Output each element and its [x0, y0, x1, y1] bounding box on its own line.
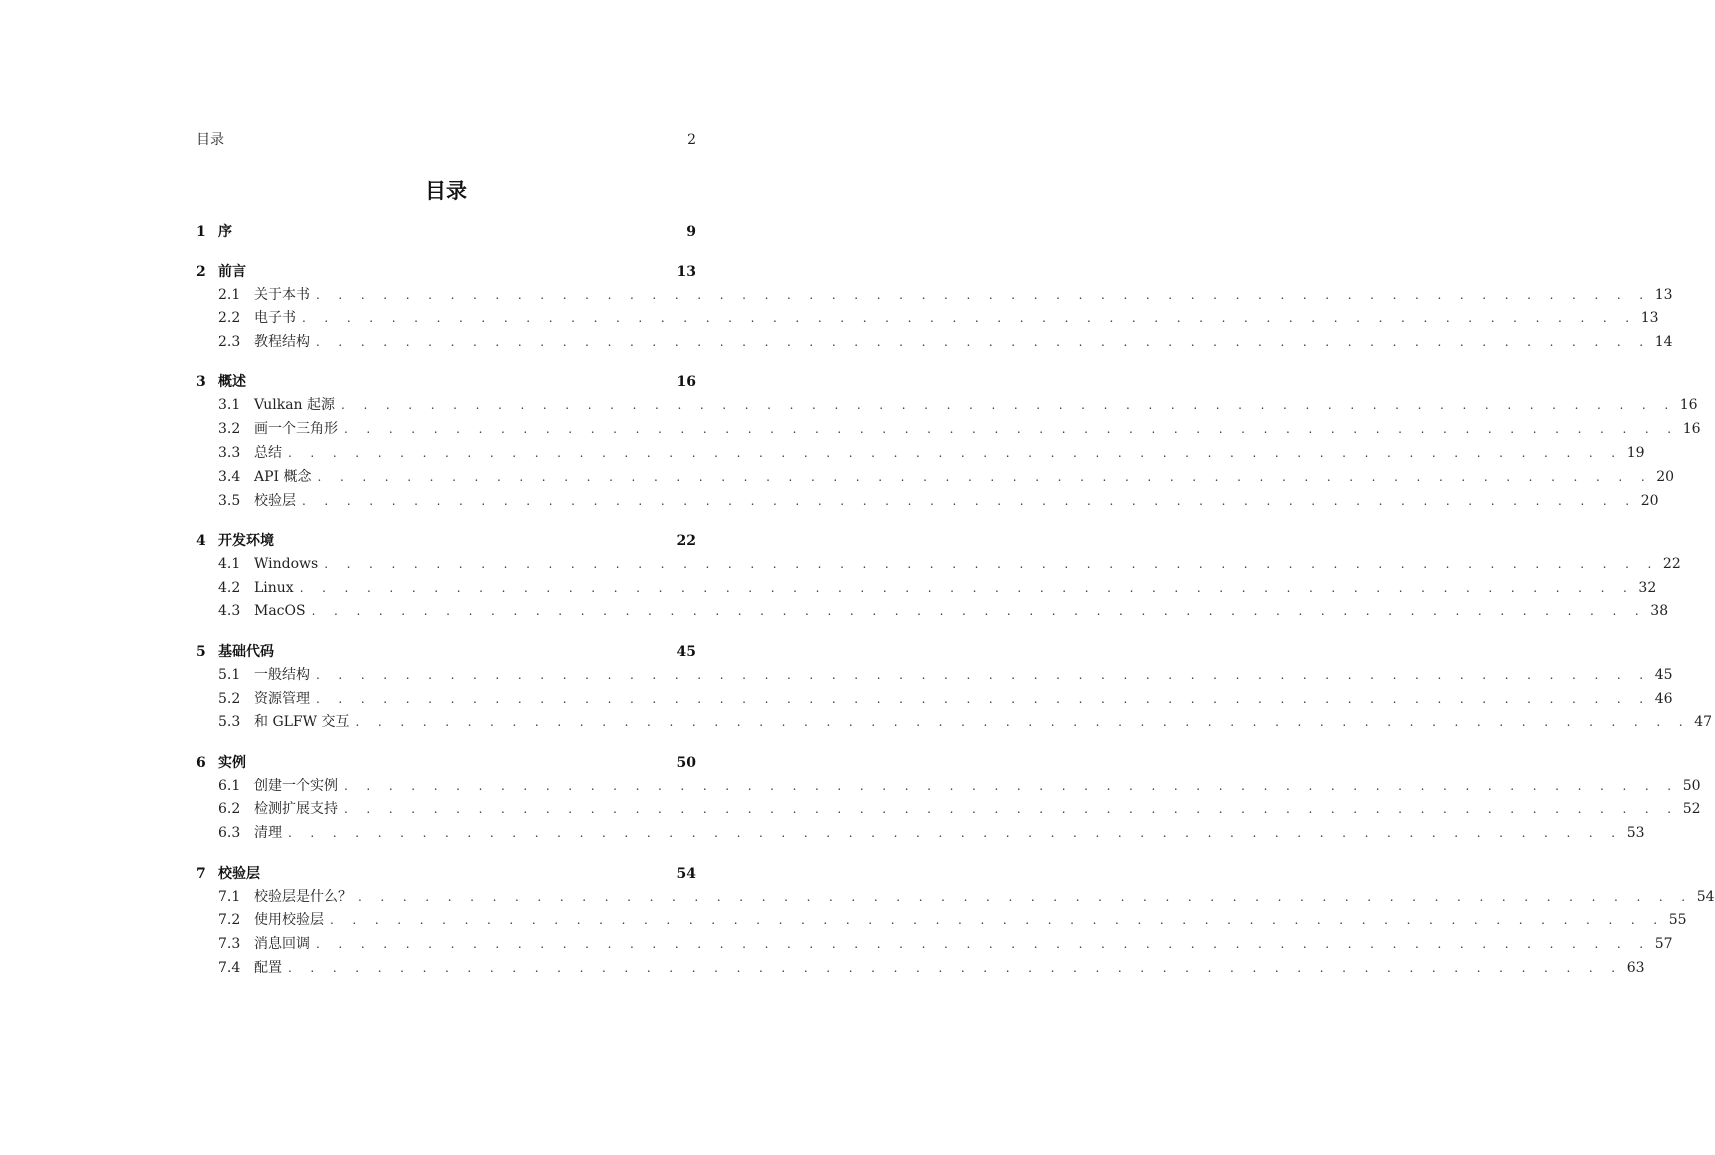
chapter-page-number: 22	[676, 532, 696, 549]
chapter-title: 开发环境	[218, 532, 274, 549]
section-title: 一般结构	[254, 666, 310, 683]
section-number: 6.2	[218, 801, 241, 818]
running-head-title: 目录	[196, 132, 224, 148]
section-title: MacOS	[254, 603, 306, 620]
section-number: 3.4	[218, 468, 241, 485]
chapter-title: 实例	[218, 754, 246, 771]
section-page-number: 32	[1638, 579, 1657, 596]
section-page-number: 50	[1682, 777, 1701, 794]
toc-chapter	[196, 640, 1713, 735]
toc-chapter	[196, 220, 696, 244]
section-number: 4.1	[218, 555, 241, 572]
section-title: Vulkan 起源	[254, 397, 336, 414]
toc-section-entry[interactable]	[196, 886, 1715, 910]
section-number: 4.3	[218, 603, 241, 620]
dot-leader: . . . . . . . . . . . . . . . . . . . . . . . . . . . . . . . . . . . . . . . . . . . . . . . . . . . . . . . . . . . .	[317, 469, 1653, 484]
toc-chapter-entry[interactable]	[196, 260, 696, 284]
chapter-title: 序	[218, 224, 232, 240]
section-number: 7.3	[218, 936, 241, 953]
dot-leader: . . . . . . . . . . . . . . . . . . . . . . . . . . . . . . . . . . . . . . . . . . . . . . . . . . . . . . . . . . . .	[316, 937, 1651, 952]
toc-section-entry[interactable]	[196, 490, 1659, 514]
section-number: 3.5	[218, 492, 241, 509]
running-head-page-number: 2	[687, 132, 696, 148]
dot-leader: . . . . . . . . . . . . . . . . . . . . . . . . . . . . . . . . . . . . . . . . . . . . . . . . . . . . . . . . . . . .	[316, 287, 1651, 302]
section-title: 总结	[254, 444, 282, 461]
chapter-title: 概述	[218, 374, 246, 391]
chapter-page-number: 45	[676, 643, 696, 660]
chapter-page-number: 9	[686, 224, 696, 240]
section-number: 2.3	[218, 334, 241, 351]
section-title: 画一个三角形	[254, 421, 338, 438]
chapter-page-number: 16	[676, 374, 696, 391]
dot-leader: . . . . . . . . . . . . . . . . . . . . . . . . . . . . . . . . . . . . . . . . . . . . . . . . . . . . . . . . . . . .	[316, 667, 1651, 682]
chapter-number: 7	[196, 865, 206, 882]
section-title: 检测扩展支持	[254, 801, 338, 818]
section-page-number: 47	[1694, 714, 1713, 731]
toc-section-entry[interactable]	[196, 442, 1645, 466]
section-page-number: 14	[1654, 334, 1673, 351]
section-number: 5.2	[218, 690, 241, 707]
dot-leader: . . . . . . . . . . . . . . . . . . . . . . . . . . . . . . . . . . . . . . . . . . . . . . . . . . . . . . . . . . . .	[355, 715, 1691, 730]
toc-chapter-entry[interactable]	[196, 862, 696, 886]
chapter-number: 1	[196, 224, 206, 240]
toc-chapter-entry[interactable]	[196, 370, 696, 394]
section-page-number: 63	[1626, 959, 1645, 976]
section-number: 3.3	[218, 444, 241, 461]
dot-leader: . . . . . . . . . . . . . . . . . . . . . . . . . . . . . . . . . . . . . . . . . . . . . . . . . . . . . . . . . . . .	[358, 889, 1693, 904]
section-page-number: 20	[1656, 468, 1675, 485]
toc-chapter	[196, 751, 1701, 846]
section-title: 消息回调	[254, 936, 310, 953]
section-title: 校验层	[254, 492, 296, 509]
section-title: 配置	[254, 959, 282, 976]
toc-section-entry[interactable]	[196, 394, 1698, 418]
dot-leader: . . . . . . . . . . . . . . . . . . . . . . . . . . . . . . . . . . . . . . . . . . . . . . . . . . . . . . . . . . . .	[316, 335, 1651, 350]
toc-chapter-entry[interactable]	[196, 529, 696, 553]
chapter-number: 4	[196, 532, 206, 549]
dot-leader: . . . . . . . . . . . . . . . . . . . . . . . . . . . . . . . . . . . . . . . . . . . . . . . . . . . . . . . . . . . .	[341, 398, 1676, 413]
section-page-number: 57	[1654, 936, 1673, 953]
section-number: 6.3	[218, 825, 241, 842]
toc-chapter	[196, 260, 1673, 355]
section-page-number: 45	[1654, 666, 1673, 683]
section-title: 清理	[254, 825, 282, 842]
chapter-number: 6	[196, 754, 206, 771]
dot-leader: . . . . . . . . . . . . . . . . . . . . . . . . . . . . . . . . . . . . . . . . . . . . . . . . . . . . . . . . . . . .	[344, 802, 1679, 817]
toc-chapter	[196, 370, 1701, 513]
section-page-number: 54	[1696, 888, 1715, 905]
chapter-page-number: 13	[676, 263, 696, 280]
chapter-title: 基础代码	[218, 643, 274, 660]
toc-section-entry[interactable]	[196, 957, 1645, 981]
toc-section-entry[interactable]	[196, 688, 1673, 712]
toc-chapter	[196, 862, 1715, 981]
toc-section-entry[interactable]	[196, 933, 1673, 957]
section-page-number: 52	[1682, 801, 1701, 818]
chapter-title: 前言	[218, 263, 246, 280]
toc-section-entry[interactable]	[196, 466, 1675, 490]
section-title: 教程结构	[254, 334, 310, 351]
section-title: 电子书	[254, 310, 296, 327]
section-number: 5.3	[218, 714, 241, 731]
running-head	[196, 130, 696, 150]
section-number: 6.1	[218, 777, 241, 794]
section-number: 5.1	[218, 666, 241, 683]
section-page-number: 53	[1626, 825, 1645, 842]
dot-leader: . . . . . . . . . . . . . . . . . . . . . . . . . . . . . . . . . . . . . . . . . . . . . . . . . . . . . . . . . . . .	[288, 445, 1623, 460]
dot-leader: . . . . . . . . . . . . . . . . . . . . . . . . . . . . . . . . . . . . . . . . . . . . . . . . . . . . . . . . . . . .	[330, 913, 1665, 928]
section-page-number: 38	[1650, 603, 1669, 620]
dot-leader: . . . . . . . . . . . . . . . . . . . . . . . . . . . . . . . . . . . . . . . . . . . . . . . . . . . . . . . . . . . .	[344, 422, 1679, 437]
chapter-number: 5	[196, 643, 206, 660]
dot-leader: . . . . . . . . . . . . . . . . . . . . . . . . . . . . . . . . . . . . . . . . . . . . . . . . . . . . . . . . . . . .	[344, 778, 1679, 793]
toc-section-entry[interactable]	[196, 331, 1673, 355]
section-title: API 概念	[254, 468, 312, 485]
toc-section-entry[interactable]	[196, 284, 1673, 308]
section-title: 使用校验层	[254, 912, 324, 929]
toc-section-entry[interactable]	[196, 775, 1701, 799]
section-page-number: 16	[1682, 421, 1701, 438]
section-title: 校验层是什么？	[254, 888, 352, 905]
section-number: 3.2	[218, 421, 241, 438]
section-page-number: 13	[1654, 286, 1673, 303]
toc-section-entry[interactable]	[196, 798, 1701, 822]
section-number: 7.2	[218, 912, 241, 929]
dot-leader: . . . . . . . . . . . . . . . . . . . . . . . . . . . . . . . . . . . . . . . . . . . . . . . . . . . . . . . . . . . .	[302, 493, 1637, 508]
document-page	[196, 0, 1715, 1155]
section-page-number: 22	[1662, 555, 1681, 572]
dot-leader: . . . . . . . . . . . . . . . . . . . . . . . . . . . . . . . . . . . . . . . . . . . . . . . . . . . . . . . . . . . .	[302, 311, 1637, 326]
toc-section-entry[interactable]	[196, 307, 1659, 331]
dot-leader: . . . . . . . . . . . . . . . . . . . . . . . . . . . . . . . . . . . . . . . . . . . . . . . . . . . . . . . . . . . .	[311, 604, 1647, 619]
toc-chapter-entry[interactable]	[196, 751, 696, 775]
section-page-number: 19	[1626, 444, 1645, 461]
section-title: 和 GLFW 交互	[254, 714, 350, 731]
chapter-number: 3	[196, 374, 206, 391]
section-title: 资源管理	[254, 690, 310, 707]
toc-chapter-entry[interactable]	[196, 640, 696, 664]
toc-section-entry[interactable]	[196, 418, 1701, 442]
section-number: 7.4	[218, 959, 241, 976]
chapter-page-number: 50	[676, 754, 696, 771]
chapter-page-number: 54	[676, 865, 696, 882]
dot-leader: . . . . . . . . . . . . . . . . . . . . . . . . . . . . . . . . . . . . . . . . . . . . . . . . . . . . . . . . . . . .	[316, 691, 1651, 706]
toc-section-entry[interactable]	[196, 553, 1681, 577]
toc-section-entry[interactable]	[196, 600, 1669, 624]
chapter-title: 校验层	[218, 865, 260, 882]
section-title: Windows	[254, 555, 319, 572]
section-number: 4.2	[218, 579, 241, 596]
toc-heading: 目录	[425, 179, 467, 203]
section-number: 3.1	[218, 397, 241, 414]
section-number: 2.2	[218, 310, 241, 327]
table-of-contents	[196, 220, 1715, 981]
dot-leader: . . . . . . . . . . . . . . . . . . . . . . . . . . . . . . . . . . . . . . . . . . . . . . . . . . . . . . . . . . . .	[288, 960, 1623, 975]
section-page-number: 20	[1640, 492, 1659, 509]
toc-section-entry[interactable]	[196, 909, 1687, 933]
section-title: Linux	[254, 579, 294, 596]
dot-leader: . . . . . . . . . . . . . . . . . . . . . . . . . . . . . . . . . . . . . . . . . . . . . . . . . . . . . . . . . . . .	[288, 826, 1623, 841]
dot-leader: . . . . . . . . . . . . . . . . . . . . . . . . . . . . . . . . . . . . . . . . . . . . . . . . . . . . . . . . . . . .	[324, 556, 1659, 571]
section-page-number: 16	[1679, 397, 1698, 414]
toc-chapter-entry[interactable]	[196, 220, 696, 244]
toc-section-entry[interactable]	[196, 664, 1673, 688]
toc-chapter	[196, 529, 1681, 624]
toc-section-entry[interactable]	[196, 711, 1713, 735]
dot-leader: . . . . . . . . . . . . . . . . . . . . . . . . . . . . . . . . . . . . . . . . . . . . . . . . . . . . . . . . . . . .	[299, 580, 1635, 595]
toc-section-entry[interactable]	[196, 822, 1645, 846]
section-page-number: 55	[1668, 912, 1687, 929]
section-number: 2.1	[218, 286, 241, 303]
section-number: 7.1	[218, 888, 241, 905]
section-title: 关于本书	[254, 286, 310, 303]
chapter-number: 2	[196, 263, 206, 280]
toc-section-entry[interactable]	[196, 577, 1657, 601]
section-page-number: 46	[1654, 690, 1673, 707]
section-page-number: 13	[1640, 310, 1659, 327]
section-title: 创建一个实例	[254, 777, 338, 794]
